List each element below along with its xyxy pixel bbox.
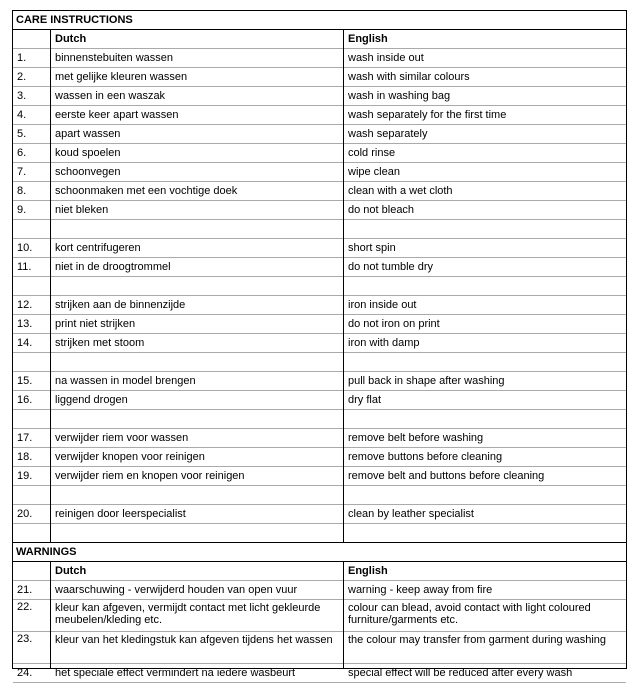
- table-row: [13, 258, 626, 277]
- row-number: 17.: [17, 432, 33, 444]
- warnings-section-title: WARNINGS: [16, 546, 77, 558]
- dutch-text: reinigen door leerspecialist: [55, 508, 186, 520]
- table-row: [13, 467, 626, 486]
- table-row: [13, 68, 626, 87]
- dutch-text: [55, 356, 343, 371]
- table-row: [13, 372, 626, 391]
- english-text: special effect will be reduced after every wash: [348, 667, 573, 679]
- row-number: 16.: [17, 394, 33, 406]
- table-row: [13, 182, 626, 201]
- row-number: 2.: [17, 71, 27, 83]
- english-text: wash separately: [348, 128, 428, 140]
- english-text: cold rinse: [348, 147, 396, 159]
- english-text: wash with similar colours: [348, 71, 470, 83]
- dutch-text: niet bleken: [55, 204, 109, 216]
- english-text: wipe clean: [348, 166, 400, 178]
- column-divider-language: [343, 562, 344, 668]
- row-number: 4.: [17, 109, 27, 121]
- row-number: 8.: [17, 185, 27, 197]
- dutch-text: [55, 280, 343, 295]
- dutch-text: [55, 413, 343, 428]
- care-header-row: [13, 30, 626, 49]
- dutch-text: binnenstebuiten wassen: [55, 52, 174, 64]
- row-number: 3.: [17, 90, 27, 102]
- table-row: [13, 664, 626, 683]
- english-text: do not bleach: [348, 204, 415, 216]
- english-text: remove buttons before cleaning: [348, 451, 503, 463]
- dutch-text: kleur kan afgeven, vermijdt contact met licht gekleurde meubelen/kleding etc.: [55, 602, 321, 626]
- dutch-text: koud spoelen: [55, 147, 121, 159]
- english-text: [348, 489, 626, 504]
- table-row: [13, 144, 626, 163]
- table-row: [13, 448, 626, 467]
- row-number: 19.: [17, 470, 33, 482]
- dutch-text: waarschuwing - verwijderd houden van open vuur: [55, 584, 298, 596]
- english-text: dry flat: [348, 394, 382, 406]
- column-header-dutch: Dutch: [55, 33, 87, 45]
- column-divider-number: [50, 30, 51, 543]
- row-number: 18.: [17, 451, 33, 463]
- dutch-text: verwijder riem voor wassen: [55, 432, 189, 444]
- english-text: clean with a wet cloth: [348, 185, 453, 197]
- english-text: warning - keep away from fire: [348, 584, 493, 596]
- table-row: [13, 486, 626, 505]
- row-number: 14.: [17, 337, 33, 349]
- care-instructions-table: [12, 10, 627, 679]
- dutch-text: [55, 527, 343, 542]
- dutch-text: apart wassen: [55, 128, 121, 140]
- row-number: 24.: [17, 667, 33, 679]
- english-text: remove belt and buttons before cleaning: [348, 470, 545, 482]
- table-row: [13, 125, 626, 144]
- row-number: 7.: [17, 166, 27, 178]
- dutch-text: [55, 223, 343, 238]
- english-text: [348, 527, 626, 542]
- table-row: [13, 201, 626, 220]
- english-text: [348, 413, 626, 428]
- dutch-text: met gelijke kleuren wassen: [55, 71, 188, 83]
- column-header-dutch: Dutch: [55, 565, 87, 577]
- table-row: [13, 106, 626, 125]
- row-number: 13.: [17, 318, 33, 330]
- english-text: iron with damp: [348, 337, 420, 349]
- english-text: iron inside out: [348, 299, 417, 311]
- row-number: 11.: [17, 261, 32, 273]
- english-text: do not iron on print: [348, 318, 440, 330]
- row-number: 21.: [17, 584, 33, 596]
- care-section-title: CARE INSTRUCTIONS: [16, 14, 133, 26]
- row-number: 1.: [17, 52, 27, 64]
- row-number: 15.: [17, 375, 33, 387]
- dutch-text: [55, 489, 343, 504]
- dutch-text: eerste keer apart wassen: [55, 109, 179, 121]
- dutch-text: het speciale effect vermindert na iedere wasbeurt: [55, 667, 296, 679]
- table-row: [13, 49, 626, 68]
- english-text: [348, 356, 626, 371]
- english-text: wash in washing bag: [348, 90, 451, 102]
- english-text: short spin: [348, 242, 396, 254]
- warnings-section-title-row: [13, 543, 626, 562]
- column-header-english: English: [348, 33, 388, 45]
- table-row: [13, 239, 626, 258]
- table-row: [13, 632, 626, 664]
- english-text: pull back in shape after washing: [348, 375, 505, 387]
- row-number: 6.: [17, 147, 27, 159]
- english-text: wash separately for the first time: [348, 109, 507, 121]
- table-row: [13, 429, 626, 448]
- dutch-text: na wassen in model brengen: [55, 375, 196, 387]
- table-row: [13, 315, 626, 334]
- dutch-text: kort centrifugeren: [55, 242, 141, 254]
- english-text: the colour may transfer from garment during washing: [348, 634, 607, 646]
- row-number: 10.: [17, 242, 33, 254]
- dutch-text: verwijder knopen voor reinigen: [55, 451, 205, 463]
- english-text: clean by leather specialist: [348, 508, 474, 520]
- table-row: [13, 600, 626, 632]
- english-text: colour can blead, avoid contact with light coloured furniture/garments etc.: [348, 602, 591, 626]
- english-text: wash inside out: [348, 52, 424, 64]
- table-row: [13, 296, 626, 315]
- table-row: [13, 87, 626, 106]
- care-section-title-row: [13, 11, 626, 30]
- dutch-text: niet in de droogtrommel: [55, 261, 171, 273]
- table-row: [13, 163, 626, 182]
- dutch-text: wassen in een waszak: [55, 90, 166, 102]
- table-row: [13, 334, 626, 353]
- warnings-header-row: [13, 562, 626, 581]
- column-divider-number: [50, 562, 51, 668]
- row-number: 23.: [17, 633, 33, 645]
- dutch-text: schoonmaken met een vochtige doek: [55, 185, 238, 197]
- table-row: [13, 581, 626, 600]
- english-text: [348, 280, 626, 295]
- dutch-text: liggend drogen: [55, 394, 128, 406]
- dutch-text: verwijder riem en knopen voor reinigen: [55, 470, 245, 482]
- table-row: [13, 391, 626, 410]
- table-row: [13, 524, 626, 543]
- dutch-text: kleur van het kledingstuk kan afgeven tijdens het wassen: [55, 634, 333, 646]
- column-divider-language: [343, 30, 344, 543]
- english-text: do not tumble dry: [348, 261, 433, 273]
- dutch-text: strijken met stoom: [55, 337, 145, 349]
- english-text: [348, 223, 626, 238]
- table-row: [13, 353, 626, 372]
- english-text: remove belt before washing: [348, 432, 484, 444]
- dutch-text: print niet strijken: [55, 318, 136, 330]
- dutch-text: strijken aan de binnenzijde: [55, 299, 186, 311]
- column-header-english: English: [348, 565, 388, 577]
- row-number: 20.: [17, 508, 33, 520]
- table-row: [13, 410, 626, 429]
- row-number: 9.: [17, 204, 27, 216]
- table-row: [13, 505, 626, 524]
- row-number: 5.: [17, 128, 27, 140]
- row-number: 22.: [17, 601, 33, 613]
- table-row: [13, 277, 626, 296]
- dutch-text: schoonvegen: [55, 166, 121, 178]
- table-row: [13, 220, 626, 239]
- row-number: 12.: [17, 299, 33, 311]
